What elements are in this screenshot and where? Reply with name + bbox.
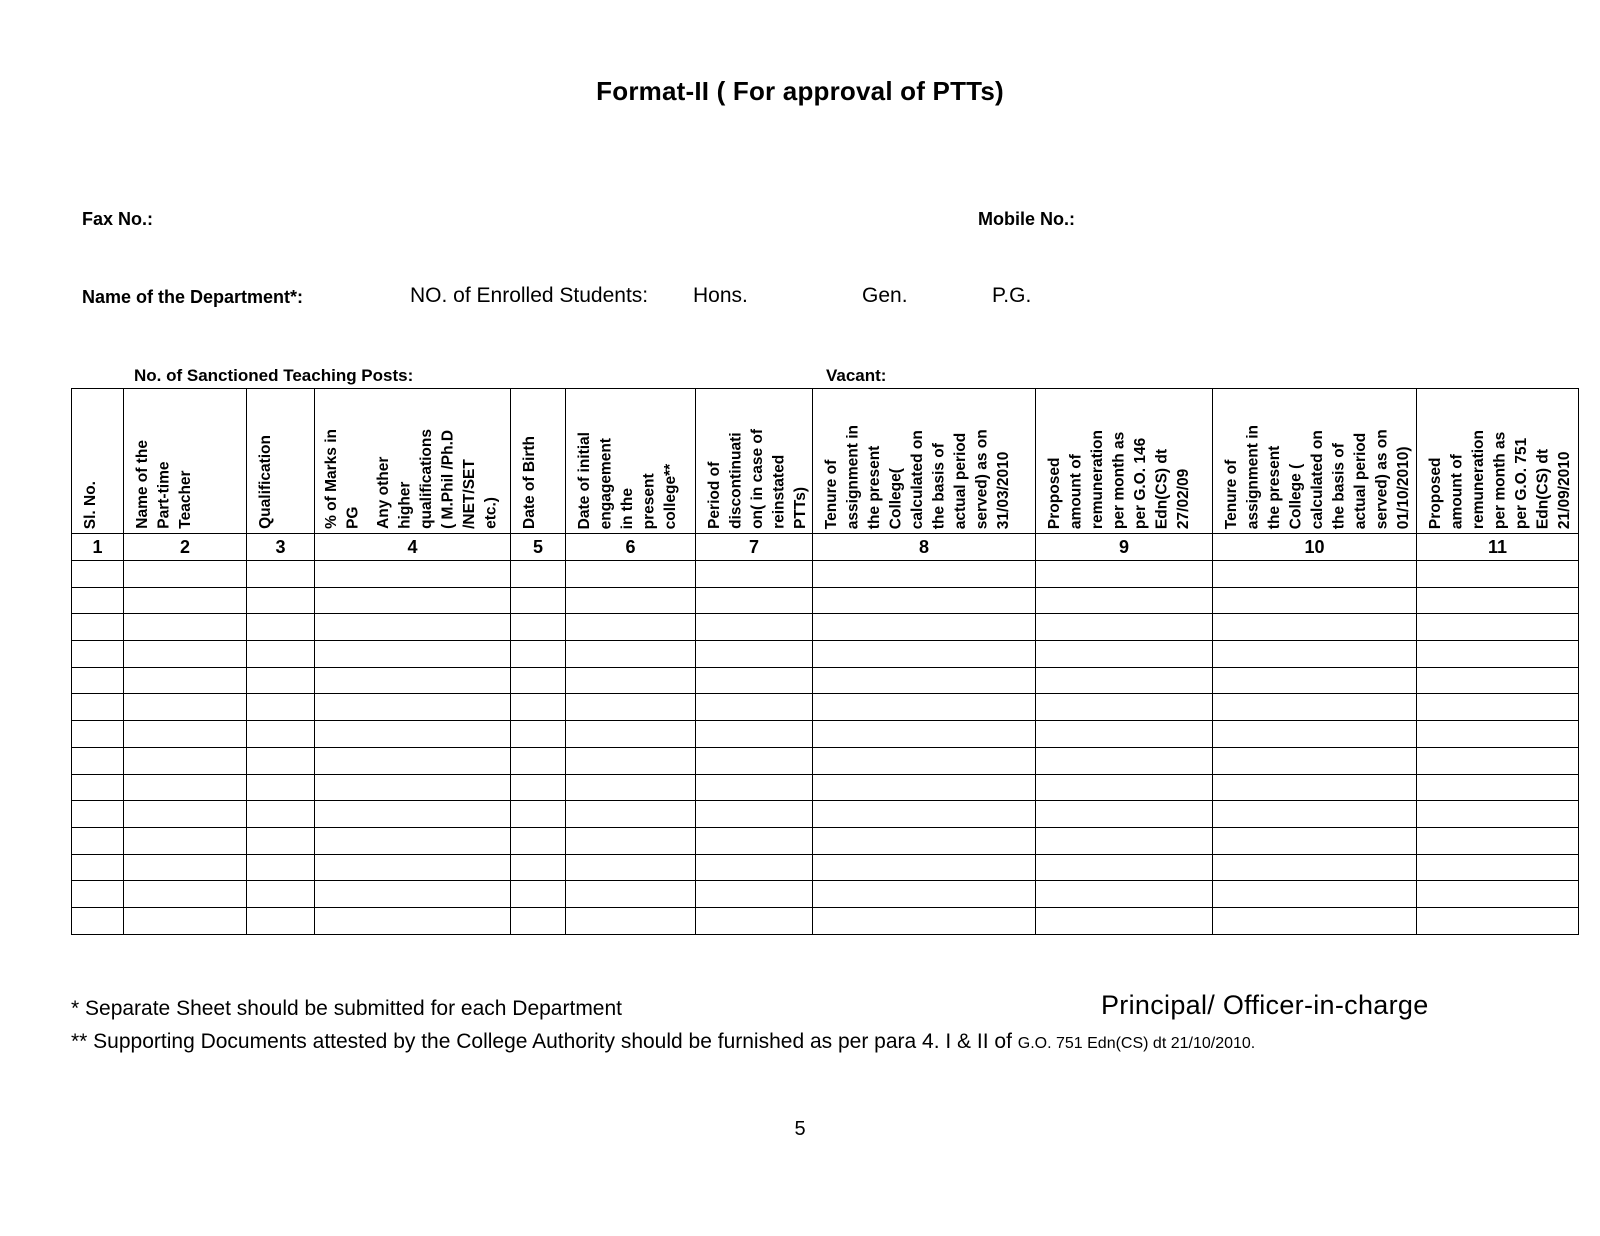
- gen-label: Gen.: [862, 284, 908, 307]
- vacant-label: Vacant:: [826, 366, 887, 385]
- table-cell[interactable]: [696, 614, 813, 641]
- table-row: [72, 827, 1579, 854]
- table-cell[interactable]: [511, 907, 566, 934]
- column-number: 5: [511, 534, 566, 561]
- table-cell[interactable]: [247, 614, 315, 641]
- table-cell[interactable]: [124, 747, 247, 774]
- table-cell[interactable]: [1417, 801, 1579, 828]
- supporting-documents-text: ** Supporting Documents attested by the College Authority should be furnished as per para 4. I & II of: [71, 1030, 1012, 1053]
- page-number: 5: [794, 1118, 806, 1140]
- column-number: 2: [124, 534, 247, 561]
- table-cell[interactable]: [813, 907, 1036, 934]
- table-cell[interactable]: [813, 721, 1036, 748]
- table-cell[interactable]: [124, 694, 247, 721]
- table-cell[interactable]: [511, 801, 566, 828]
- table-cell[interactable]: [566, 721, 696, 748]
- table-cell[interactable]: [566, 827, 696, 854]
- table-cell[interactable]: [1213, 587, 1417, 614]
- table-cell[interactable]: [72, 827, 124, 854]
- column-number: 10: [1213, 534, 1417, 561]
- table-cell[interactable]: [1213, 774, 1417, 801]
- table-cell[interactable]: [72, 614, 124, 641]
- table-cell[interactable]: [1417, 614, 1579, 641]
- header-cell-1: [72, 389, 124, 534]
- column-number: 11: [1417, 534, 1579, 561]
- table-cell[interactable]: [124, 907, 247, 934]
- table-cell[interactable]: [566, 854, 696, 881]
- table-cell[interactable]: [566, 801, 696, 828]
- header-marks-pg: % of Marks in PG: [323, 429, 362, 529]
- table-cell[interactable]: [511, 827, 566, 854]
- table-cell[interactable]: [315, 587, 511, 614]
- table-row: [72, 747, 1579, 774]
- table-cell[interactable]: [315, 854, 511, 881]
- pg-label: P.G.: [992, 284, 1032, 307]
- fax-label: Fax No.:: [82, 209, 154, 229]
- table-cell[interactable]: [1036, 667, 1213, 694]
- table-cell[interactable]: [1213, 747, 1417, 774]
- header-cell-9: [1036, 389, 1213, 534]
- table-cell[interactable]: [1036, 561, 1213, 588]
- table-cell[interactable]: [124, 801, 247, 828]
- table-cell[interactable]: [1036, 907, 1213, 934]
- table-cell[interactable]: [247, 721, 315, 748]
- table-cell[interactable]: [696, 641, 813, 668]
- table-cell[interactable]: [1417, 907, 1579, 934]
- table-cell[interactable]: [315, 881, 511, 908]
- table-cell[interactable]: [813, 801, 1036, 828]
- table-cell[interactable]: [72, 694, 124, 721]
- table-cell[interactable]: [1213, 614, 1417, 641]
- table-cell[interactable]: [315, 694, 511, 721]
- table-cell[interactable]: [124, 827, 247, 854]
- table-cell[interactable]: [511, 667, 566, 694]
- supporting-documents-note: [71, 1030, 1255, 1054]
- table-cell[interactable]: [1417, 747, 1579, 774]
- table-cell[interactable]: [72, 561, 124, 588]
- table-cell[interactable]: [124, 614, 247, 641]
- table-cell[interactable]: [696, 721, 813, 748]
- table-cell[interactable]: [315, 801, 511, 828]
- table-cell[interactable]: [124, 667, 247, 694]
- header-cell-10: [1213, 389, 1417, 534]
- table-cell[interactable]: [1036, 587, 1213, 614]
- column-number: 8: [813, 534, 1036, 561]
- table-cell[interactable]: [72, 854, 124, 881]
- table-cell[interactable]: [72, 721, 124, 748]
- table-cell[interactable]: [566, 561, 696, 588]
- header-cell-8: [813, 389, 1036, 534]
- table-cell[interactable]: [1213, 641, 1417, 668]
- table-cell[interactable]: [1036, 614, 1213, 641]
- page-title: Format-II ( For approval of PTTs): [596, 76, 1004, 106]
- table-cell[interactable]: [315, 747, 511, 774]
- header-discontinuation: Period of discontinuati on( in case of reinstated PTTs): [706, 429, 809, 529]
- table-cell[interactable]: [1036, 854, 1213, 881]
- table-cell[interactable]: [124, 641, 247, 668]
- table-cell[interactable]: [247, 854, 315, 881]
- header-cell-3: [247, 389, 315, 534]
- table-cell[interactable]: [696, 694, 813, 721]
- header-row: [72, 389, 1579, 534]
- table-cell[interactable]: [696, 561, 813, 588]
- table-cell[interactable]: [1036, 721, 1213, 748]
- table-cell[interactable]: [247, 667, 315, 694]
- table-row: [72, 614, 1579, 641]
- table-cell[interactable]: [511, 694, 566, 721]
- table-cell[interactable]: [315, 907, 511, 934]
- table-cell[interactable]: [1213, 907, 1417, 934]
- table-row: [72, 907, 1579, 934]
- table-cell[interactable]: [696, 854, 813, 881]
- header-qualification: Qualification: [257, 435, 274, 529]
- table-row: [72, 774, 1579, 801]
- table-row: [72, 881, 1579, 908]
- table-cell[interactable]: [696, 827, 813, 854]
- principal-signature-label: Principal/ Officer-in-charge: [1101, 990, 1429, 1020]
- header-sl-no: Sl. No.: [82, 480, 99, 529]
- table-cell[interactable]: [1213, 881, 1417, 908]
- header-tenure-2010-10: Tenure of assignment in the present College ( calculated on the basis of actual period served) as on 01/10/2010): [1223, 424, 1412, 529]
- table-cell[interactable]: [315, 721, 511, 748]
- table-cell[interactable]: [566, 667, 696, 694]
- table-cell[interactable]: [72, 587, 124, 614]
- table-row: [72, 667, 1579, 694]
- table-cell[interactable]: [813, 774, 1036, 801]
- table-cell[interactable]: [124, 587, 247, 614]
- header-cell-6: [566, 389, 696, 534]
- table-cell[interactable]: [247, 587, 315, 614]
- table-cell[interactable]: [247, 774, 315, 801]
- table-cell[interactable]: [511, 774, 566, 801]
- separate-sheet-note: * Separate Sheet should be submitted for each Department: [71, 997, 623, 1020]
- table-cell[interactable]: [247, 561, 315, 588]
- table-cell[interactable]: [813, 561, 1036, 588]
- table-cell[interactable]: [511, 881, 566, 908]
- table-cell[interactable]: [696, 881, 813, 908]
- table-cell[interactable]: [1417, 694, 1579, 721]
- table-cell[interactable]: [1417, 881, 1579, 908]
- table-cell[interactable]: [315, 641, 511, 668]
- header-remuneration-go751: Proposed amount of remuneration per month as per G.O. 751 Edn(CS) dt 21/09/2010: [1427, 429, 1573, 529]
- header-higher-qualifications: Any other higher qualifications ( M.Phil /Ph.D /NET/SET etc.): [375, 429, 500, 529]
- header-cell-7: [696, 389, 813, 534]
- table-cell[interactable]: [247, 801, 315, 828]
- table-cell[interactable]: [566, 614, 696, 641]
- table-cell[interactable]: [813, 694, 1036, 721]
- table-cell[interactable]: [1417, 641, 1579, 668]
- table-cell[interactable]: [566, 641, 696, 668]
- table-cell[interactable]: [247, 694, 315, 721]
- table-row: [72, 721, 1579, 748]
- table-cell[interactable]: [1213, 827, 1417, 854]
- table-cell[interactable]: [1213, 721, 1417, 748]
- table-row: [72, 801, 1579, 828]
- table-cell[interactable]: [1036, 881, 1213, 908]
- table-cell[interactable]: [1417, 827, 1579, 854]
- table-cell[interactable]: [72, 747, 124, 774]
- header-teacher-name: Name of the Part-time Teacher: [134, 440, 194, 529]
- table-cell[interactable]: [511, 614, 566, 641]
- table-cell[interactable]: [72, 881, 124, 908]
- table-cell[interactable]: [247, 747, 315, 774]
- table-cell[interactable]: [696, 801, 813, 828]
- hons-label: Hons.: [693, 284, 748, 307]
- table-cell[interactable]: [566, 881, 696, 908]
- column-number: 7: [696, 534, 813, 561]
- column-number: 6: [566, 534, 696, 561]
- table-cell[interactable]: [511, 747, 566, 774]
- table-cell[interactable]: [315, 774, 511, 801]
- header-cell-11: [1417, 389, 1579, 534]
- table-cell[interactable]: [72, 907, 124, 934]
- table-cell[interactable]: [315, 614, 511, 641]
- table-cell[interactable]: [124, 854, 247, 881]
- table-cell[interactable]: [1036, 801, 1213, 828]
- header-date-of-birth: Date of Birth: [521, 436, 538, 529]
- table-cell[interactable]: [1036, 747, 1213, 774]
- table-cell[interactable]: [1417, 854, 1579, 881]
- table-cell[interactable]: [813, 881, 1036, 908]
- table-cell[interactable]: [247, 827, 315, 854]
- header-cell-5: [511, 389, 566, 534]
- table-cell[interactable]: [511, 587, 566, 614]
- sanctioned-posts-label: No. of Sanctioned Teaching Posts:: [134, 366, 414, 385]
- column-number: 4: [315, 534, 511, 561]
- table-cell[interactable]: [72, 801, 124, 828]
- table-cell[interactable]: [1036, 694, 1213, 721]
- enrolled-students-label: NO. of Enrolled Students:: [410, 284, 649, 307]
- table-cell[interactable]: [1417, 561, 1579, 588]
- department-label: Name of the Department*:: [82, 287, 304, 307]
- table-cell[interactable]: [1417, 667, 1579, 694]
- table-cell[interactable]: [1417, 721, 1579, 748]
- table-cell[interactable]: [247, 881, 315, 908]
- table-cell[interactable]: [813, 827, 1036, 854]
- table-cell[interactable]: [566, 587, 696, 614]
- table-cell[interactable]: [1213, 561, 1417, 588]
- table-cell[interactable]: [1417, 587, 1579, 614]
- table-row: [72, 587, 1579, 614]
- table-row: [72, 694, 1579, 721]
- table-cell[interactable]: [315, 561, 511, 588]
- table-cell[interactable]: [247, 907, 315, 934]
- table-cell[interactable]: [696, 907, 813, 934]
- column-number-row: [72, 534, 1579, 561]
- table-cell[interactable]: [315, 827, 511, 854]
- header-cell-4: [315, 389, 511, 534]
- table-cell[interactable]: [566, 694, 696, 721]
- table-cell[interactable]: [566, 907, 696, 934]
- table-cell[interactable]: [1213, 801, 1417, 828]
- table-cell[interactable]: [511, 641, 566, 668]
- table-row: [72, 641, 1579, 668]
- table-cell[interactable]: [813, 854, 1036, 881]
- blank-rows: [72, 561, 1579, 935]
- table-cell[interactable]: [511, 561, 566, 588]
- table-cell[interactable]: [247, 641, 315, 668]
- table-cell[interactable]: [124, 721, 247, 748]
- table-cell[interactable]: [696, 774, 813, 801]
- table-cell[interactable]: [696, 587, 813, 614]
- table-cell[interactable]: [315, 667, 511, 694]
- table-cell[interactable]: [1213, 854, 1417, 881]
- column-number: 3: [247, 534, 315, 561]
- go-reference: G.O. 751 Edn(CS) dt 21/10/2010.: [1017, 1035, 1256, 1052]
- table-cell[interactable]: [1417, 774, 1579, 801]
- column-number: 9: [1036, 534, 1213, 561]
- table-cell[interactable]: [72, 641, 124, 668]
- table-cell[interactable]: [813, 587, 1036, 614]
- table-cell[interactable]: [696, 667, 813, 694]
- table-cell[interactable]: [1213, 667, 1417, 694]
- header-initial-engagement: Date of initial engagement in the present college**: [576, 431, 679, 529]
- table-cell[interactable]: [511, 854, 566, 881]
- table-cell[interactable]: [696, 747, 813, 774]
- table-cell[interactable]: [566, 747, 696, 774]
- table-cell[interactable]: [1213, 694, 1417, 721]
- table-cell[interactable]: [566, 774, 696, 801]
- table-row: [72, 561, 1579, 588]
- header-remuneration-go146: Proposed amount of remuneration per month as per G.O. 146 Edn(CS) dt 27/02/09: [1046, 429, 1192, 529]
- table-cell[interactable]: [813, 614, 1036, 641]
- header-cell-2: [124, 389, 247, 534]
- table-cell[interactable]: [511, 721, 566, 748]
- header-tenure-2010-03: Tenure of assignment in the present College( calculated on the basis of actual period served) as on 31/03/2010: [823, 424, 1012, 529]
- table-cell[interactable]: [72, 667, 124, 694]
- column-number: 1: [72, 534, 124, 561]
- table-cell[interactable]: [813, 667, 1036, 694]
- table-cell[interactable]: [813, 747, 1036, 774]
- ptt-approval-table: [71, 388, 1579, 935]
- table-cell[interactable]: [124, 561, 247, 588]
- table-cell[interactable]: [124, 774, 247, 801]
- table-row: [72, 854, 1579, 881]
- table-cell[interactable]: [1036, 827, 1213, 854]
- table-cell[interactable]: [124, 881, 247, 908]
- table-cell[interactable]: [813, 641, 1036, 668]
- table-cell[interactable]: [1036, 774, 1213, 801]
- table-cell[interactable]: [1036, 641, 1213, 668]
- table-cell[interactable]: [72, 774, 124, 801]
- mobile-label: Mobile No.:: [978, 209, 1075, 229]
